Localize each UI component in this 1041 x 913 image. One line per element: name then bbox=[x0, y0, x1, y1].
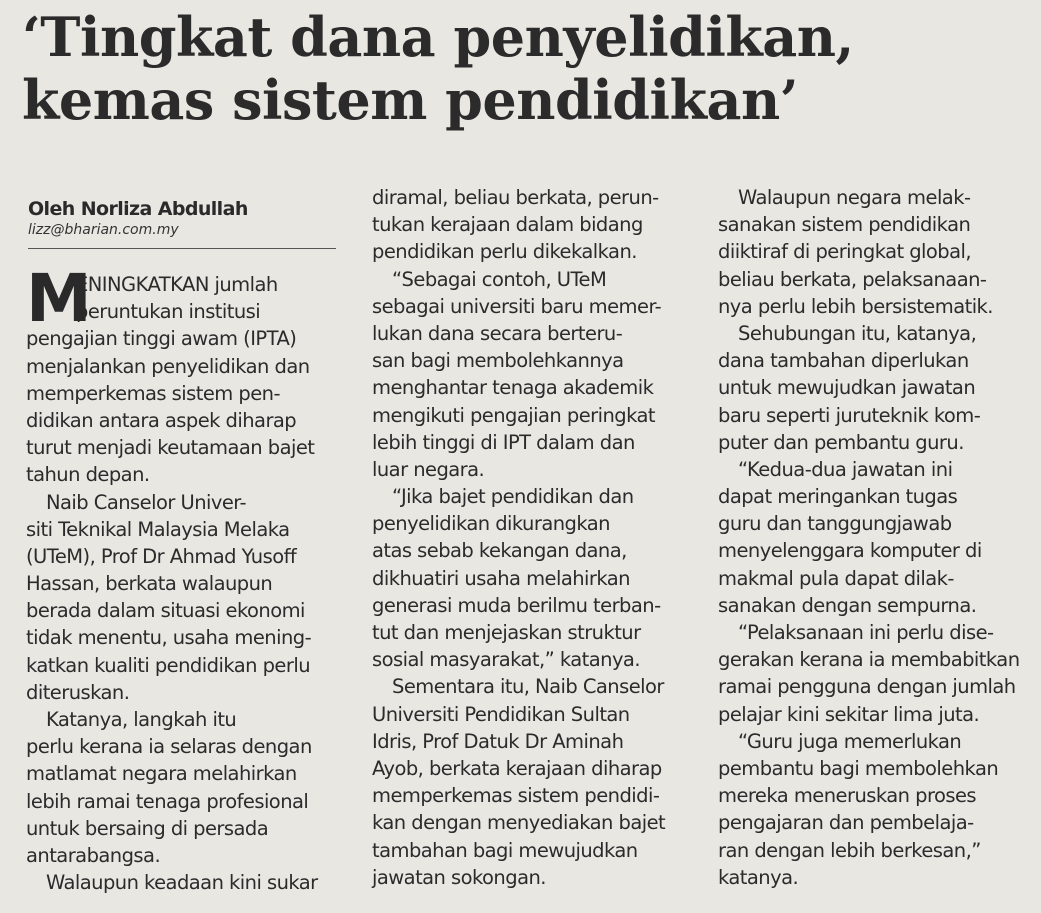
text-line: diiktiraf di peringkat global, bbox=[718, 240, 972, 264]
text-line: sanakan sistem pendidikan bbox=[718, 213, 971, 237]
text-line: antarabangsa. bbox=[26, 843, 161, 867]
text-line: beliau berkata, pelaksanaan- bbox=[718, 267, 987, 291]
text-line: untuk mewujudkan jawatan bbox=[718, 376, 976, 400]
text-line: generasi muda berilmu terban- bbox=[372, 593, 661, 617]
text-line: Sementara itu, Naib Canselor bbox=[392, 675, 664, 699]
byline-divider bbox=[28, 248, 336, 249]
text-line: gerakan kerana ia membabitkan bbox=[718, 648, 1020, 672]
text-line: Ayob, berkata kerajaan diharap bbox=[372, 756, 662, 780]
headline-line-1: ‘Tingkat dana penyelidikan, bbox=[22, 5, 854, 69]
text-line: “Jika bajet pendidikan dan bbox=[392, 485, 634, 509]
text-line: “Kedua-dua jawatan ini bbox=[738, 457, 953, 481]
text-line: tidak menentu, usaha mening- bbox=[26, 626, 312, 650]
lead-paragraph bbox=[26, 260, 346, 337]
text-line: san bagi membolehkannya bbox=[372, 349, 624, 373]
text-line: menyelenggara komputer di bbox=[718, 539, 982, 563]
text-line: pelajar kini sekitar lima juta. bbox=[718, 702, 980, 726]
text-line: katanya. bbox=[718, 865, 799, 889]
text-line: nya perlu lebih bersistematik. bbox=[718, 294, 993, 318]
text-line: sebagai universiti baru memer- bbox=[372, 294, 662, 318]
text-line: memperkemas sistem pen- bbox=[26, 381, 280, 405]
text-line: menjalankan penyelidikan dan bbox=[26, 354, 310, 378]
text-line: sanakan dengan sempurna. bbox=[718, 593, 977, 617]
text-line: Hassan, berkata walaupun bbox=[26, 572, 273, 596]
text-line: “Pelaksanaan ini perlu dise- bbox=[738, 621, 994, 644]
text-line: dana tambahan diperlukan bbox=[718, 349, 969, 373]
text-line: tukan kerajaan dalam bidang bbox=[372, 213, 643, 237]
text-line: Katanya, langkah itu bbox=[46, 708, 237, 731]
text-line: turut menjadi keutamaan bajet bbox=[26, 436, 315, 460]
text-line: Walaupun negara melak- bbox=[738, 186, 971, 209]
text-line: diramal, beliau berkata, perun- bbox=[372, 186, 659, 209]
text-line: tut dan menjejaskan struktur bbox=[372, 621, 641, 644]
text-line: luar negara. bbox=[372, 457, 485, 481]
text-line: siti Teknikal Malaysia Melaka bbox=[26, 517, 290, 541]
text-line: puter dan pembantu guru. bbox=[718, 430, 964, 454]
text-line: Idris, Prof Datuk Dr Aminah bbox=[372, 729, 624, 753]
text-line: mengikuti pengajian peringkat bbox=[372, 403, 656, 427]
text-line: Universiti Pendidikan Sultan bbox=[372, 702, 630, 726]
text-line: “Sebagai contoh, UTeM bbox=[392, 267, 607, 291]
text-line: sosial masyarakat,” katanya. bbox=[372, 648, 640, 672]
author-name: Oleh Norliza Abdullah bbox=[28, 198, 248, 220]
text-line: Naib Canselor Univer- bbox=[46, 490, 247, 514]
text-line: didikan antara aspek diharap bbox=[26, 408, 297, 432]
text-line: pendidikan perlu dikekalkan. bbox=[372, 240, 637, 264]
text-line: ramai pengguna dengan jumlah bbox=[718, 675, 1016, 699]
text-line: makmal pula dapat dilak- bbox=[718, 566, 954, 590]
text-line: tambahan bagi mewujudkan bbox=[372, 838, 638, 862]
text-line: lukan dana secara berteru- bbox=[372, 321, 623, 345]
text-line: pengajaran dan pembelaja- bbox=[718, 811, 974, 835]
text-line: atas sebab kekangan dana, bbox=[372, 539, 627, 563]
text-line: menghantar tenaga akademik bbox=[372, 376, 654, 400]
byline bbox=[28, 197, 336, 249]
text-line: pembantu bagi membolehkan bbox=[718, 756, 999, 780]
text-line: mereka meneruskan proses bbox=[718, 784, 977, 808]
text-line: tahun depan. bbox=[26, 463, 150, 487]
text-line: peruntukan institusi bbox=[76, 300, 261, 324]
text-line: katkan kualiti pendidikan perlu bbox=[26, 653, 311, 677]
text-line: lebih ramai tenaga profesional bbox=[26, 789, 309, 813]
text-line: perlu kerana ia selaras dengan bbox=[26, 735, 312, 759]
headline-line-2: kemas sistem pendidikan’ bbox=[22, 68, 799, 132]
text-line: matlamat negara melahirkan bbox=[26, 762, 297, 786]
headline bbox=[22, 6, 1032, 132]
text-line: untuk bersaing di persada bbox=[26, 816, 269, 840]
text-line: ran dengan lebih berkesan,” bbox=[718, 838, 981, 862]
text-line: jawatan sokongan. bbox=[372, 865, 546, 889]
text-line: penyelidikan dikurangkan bbox=[372, 512, 610, 536]
drop-cap: M bbox=[26, 260, 92, 337]
text-line: ENINGKATKAN jumlah bbox=[76, 273, 278, 296]
text-line: dapat meringankan tugas bbox=[718, 485, 958, 509]
column-2 bbox=[372, 184, 692, 891]
text-line: berada dalam situasi ekonomi bbox=[26, 599, 305, 623]
text-line: guru dan tanggungjawab bbox=[718, 512, 952, 536]
column-1 bbox=[26, 260, 346, 896]
text-line: Sehubungan itu, katanya, bbox=[738, 321, 977, 345]
text-line: diteruskan. bbox=[26, 680, 130, 704]
text-line: Walaupun keadaan kini sukar bbox=[46, 871, 318, 895]
text-line: (UTeM), Prof Dr Ahmad Yusoff bbox=[26, 544, 297, 568]
author-email: lizz@bharian.com.my bbox=[28, 222, 179, 238]
text-line: pengajian tinggi awam (IPTA) bbox=[26, 327, 297, 351]
text-line: “Guru juga memerlukan bbox=[738, 729, 962, 753]
text-line: baru seperti juruteknik kom- bbox=[718, 403, 981, 427]
column-3 bbox=[718, 184, 1038, 891]
text-line: dikhuatiri usaha melahirkan bbox=[372, 566, 630, 590]
text-line: kan dengan menyediakan bajet bbox=[372, 811, 666, 835]
text-line: lebih tinggi di IPT dalam dan bbox=[372, 430, 635, 454]
text-line: memperkemas sistem pendidi- bbox=[372, 784, 660, 808]
